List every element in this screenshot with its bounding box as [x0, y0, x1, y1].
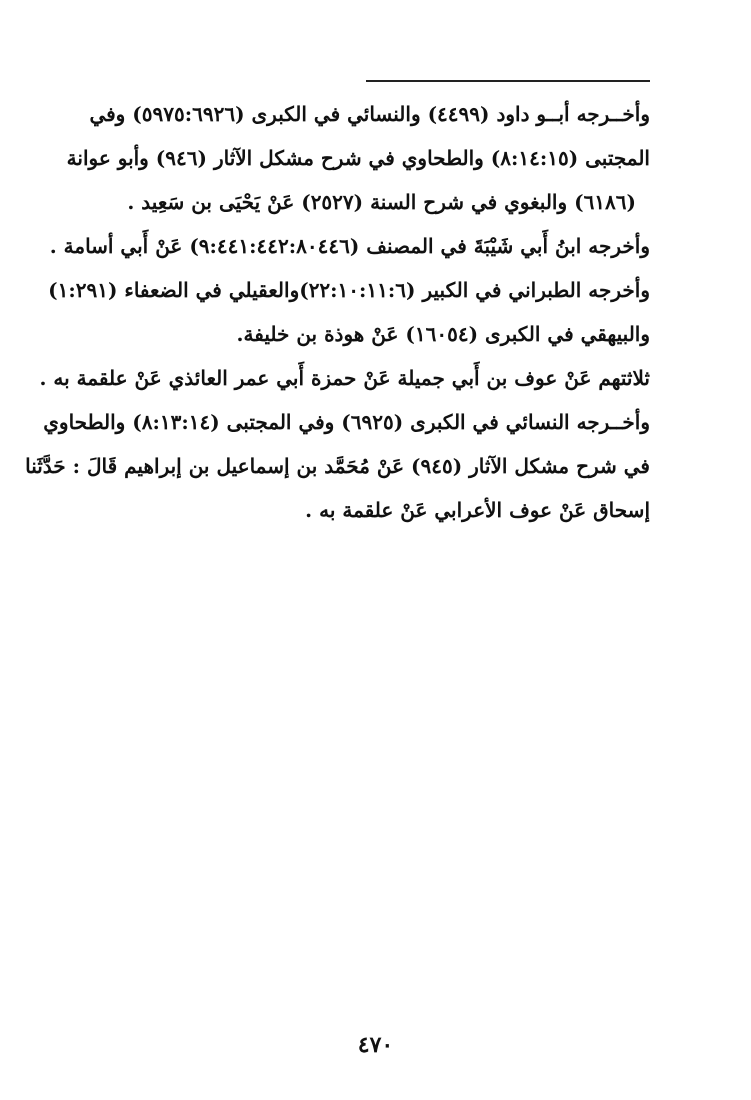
- text-line-6: والبيهقي في الكبرى (١٦٠٥٤) عَنْ هوذة بن خليفة.: [236, 322, 650, 346]
- text-line-8: وأخــرجه النسائي في الكبرى (٦٩٢٥) وفي المجتبى (٨:١٣:١٤) والطحاوي: [43, 410, 650, 434]
- text-line-10: إسحاق عَنْ عوف الأعرابي عَنْ علقمة به .: [305, 498, 650, 522]
- footnote-text: [25, 92, 650, 532]
- text-line-5: وأخرجه الطبراني في الكبير (٢٢:١٠:١١:٦)والعقيلي في الضعفاء (١:٢٩١): [48, 278, 650, 302]
- text-line-3: (٦١٨٦) والبغوي في شرح السنة (٢٥٢٧) عَنْ يَحْيَى بن سَعِيد .: [127, 190, 636, 214]
- text-line-4: وأخرجه ابنُ أَبي شَيْبَةَ في المصنف (٩:٤٤١:٤٤٢:٨٠٤٤٦) عَنْ أَبي أسامة .: [49, 234, 650, 258]
- text-line-9: في شرح مشكل الآثار (٩٤٥) عَنْ مُحَمَّد بن إسماعيل بن إبراهيم قَالَ : حَدَّثَنا: [25, 454, 650, 478]
- top-rule: [366, 80, 650, 82]
- text-line-7: ثلاثتهم عَنْ عوف بن أَبي جميلة عَنْ حمزة أَبي عمر العائذي عَنْ علقمة به .: [39, 366, 650, 390]
- text-line-2: المجتبى (٨:١٤:١٥) والطحاوي في شرح مشكل الآثار (٩٤٦) وأبو عوانة: [66, 146, 650, 170]
- text-line-1: وأخــرجه أبــو داود (٤٤٩٩) والنسائي في الكبرى (٥٩٧٥:٦٩٢٦) وفي: [89, 102, 650, 126]
- page-number: ٤٧٠: [357, 1032, 394, 1058]
